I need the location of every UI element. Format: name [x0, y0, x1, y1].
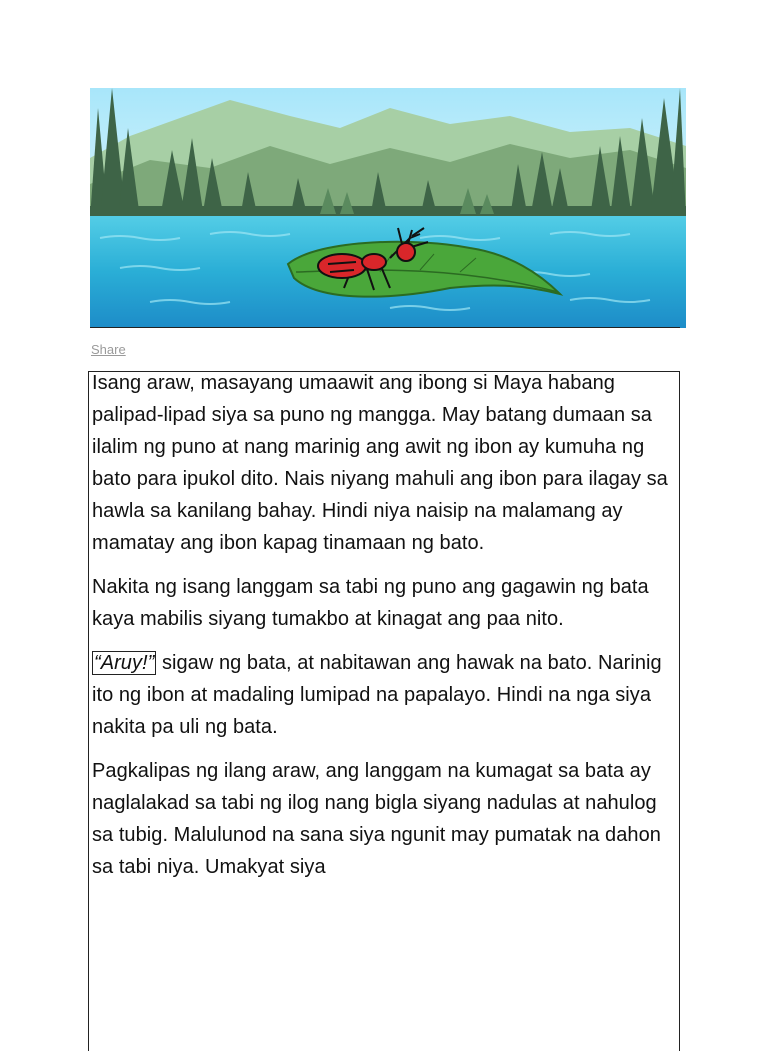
lake-ant-leaf-illustration [90, 88, 686, 328]
illustration-underline [90, 327, 680, 328]
story-paragraph-4: Pagkalipas ng ilang araw, ang langgam na kumagat sa bata ay naglalakad sa tabi ng ilog nang bigla siyang nadulas at nahulog sa tubig. Malulunod na sana siya ngunit may pumatak na dahon sa tabi niya. Umakyat siya [92, 760, 661, 878]
story-paragraph-1: Isang araw, masayang umaawit ang ibong si Maya habang palipad-lipad siya sa puno ng mangga. May batang dumaan sa ilalim ng puno at nang marinig ang awit ng ibon ay kumuha ng bato para ipukol dito. Nais niyang mahuli ang ibon para ilagay sa hawla sa kanilang bahay. Hindi niya naisip na malamang ay mamatay ang ibon kapag tinamaan ng bato. [92, 372, 668, 554]
story-text-box [88, 371, 680, 1051]
story-paragraph-3 [92, 647, 675, 743]
story-illustration [90, 88, 686, 328]
aruy-quote: “Aruy!” [94, 652, 155, 674]
story-paragraph-2: Nakita ng isang langgam sa tabi ng puno ang gagawin ng bata kaya mabilis siyang tumakbo at kinagat ang paa nito. [92, 576, 649, 630]
story-paragraph-3-text: sigaw ng bata, at nabitawan ang hawak na bato. Narinig ito ng ibon at madaling lumipad na papalayo. Hindi na nga siya nakita pa uli ng bata. [92, 652, 662, 738]
share-link[interactable]: Share [91, 342, 126, 357]
